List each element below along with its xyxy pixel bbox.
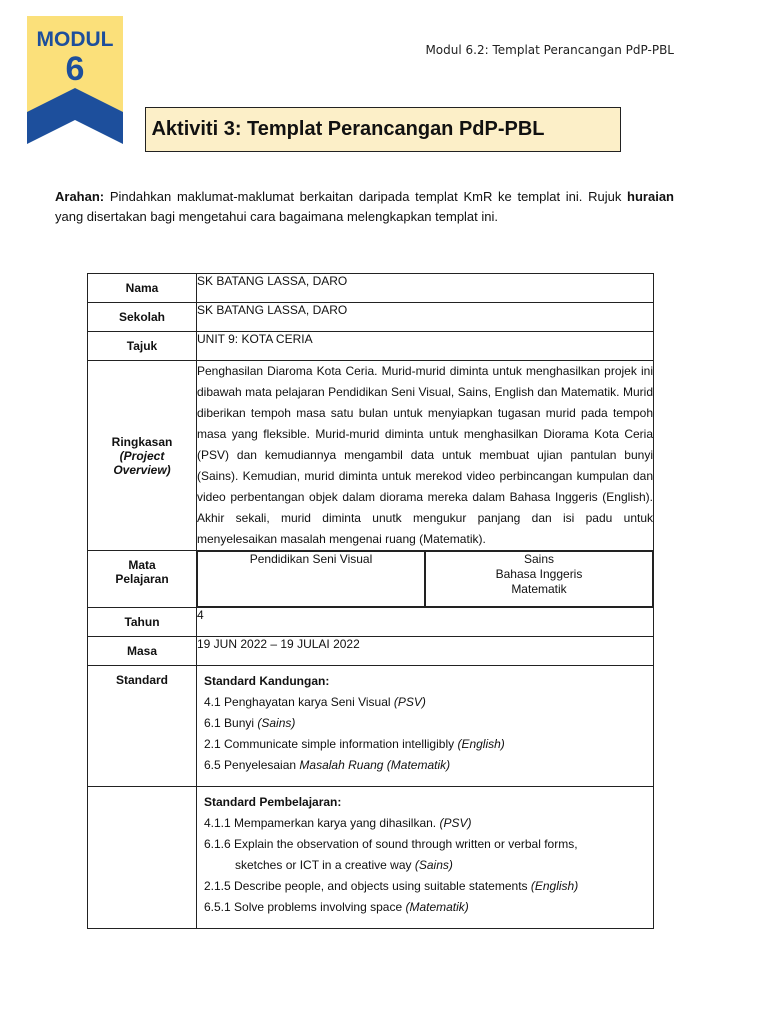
- value-standard-pembelajaran: [197, 787, 654, 929]
- value-masa: 19 JUN 2022 – 19 JULAI 2022: [197, 637, 654, 666]
- label-sekolah: Sekolah: [88, 303, 197, 332]
- kandungan-item: 2.1 Communicate simple information intelligibly (English): [204, 737, 505, 751]
- label-mata-pelajaran: [88, 551, 197, 608]
- label-standard: Standard: [88, 666, 197, 787]
- pembelajaran-item: sketches or ICT in a creative way (Sains): [235, 858, 453, 872]
- kandungan-item: 6.1 Bunyi (Sains): [204, 716, 296, 730]
- row-mata-pelajaran: [88, 551, 654, 608]
- title-box: [145, 107, 621, 152]
- row-standard-pembelajaran: [88, 787, 654, 929]
- label-tajuk: Tajuk: [88, 332, 197, 361]
- kandungan-item: 4.1 Penghayatan karya Seni Visual (PSV): [204, 695, 426, 709]
- value-sekolah: SK BATANG LASSA, DARO: [197, 303, 654, 332]
- label-masa: Masa: [88, 637, 197, 666]
- pembelajaran-item: 6.5.1 Solve problems involving space (Matematik): [204, 900, 469, 914]
- label-ringkasan-3: Overview): [113, 462, 171, 477]
- instruction-bold2: huraian: [627, 189, 674, 204]
- pembelajaran-item: 4.1.1 Mempamerkan karya yang dihasilkan. (PSV): [204, 816, 472, 830]
- subject-split: [197, 551, 653, 607]
- pembelajaran-item: 6.1.6 Explain the observation of sound through written or verbal forms,: [204, 837, 578, 851]
- module-reference: Modul 6.2: Templat Perancangan PdP-PBL: [425, 43, 674, 57]
- label-nama: Nama: [88, 274, 197, 303]
- label-standard-empty: [88, 787, 197, 929]
- label-ringkasan-1: Ringkasan: [111, 434, 173, 449]
- instruction-text2: yang disertakan bagi mengetahui cara bagaimana melengkapkan templat ini.: [55, 209, 499, 224]
- planning-table: [87, 273, 654, 929]
- subject-right-0: Sains: [523, 552, 555, 566]
- value-tahun: 4: [197, 608, 654, 637]
- instruction-lead: Arahan:: [55, 189, 105, 204]
- row-nama: [88, 274, 654, 303]
- row-standard-kandungan: [88, 666, 654, 787]
- row-tajuk: [88, 332, 654, 361]
- instruction-text1: Pindahkan maklumat-maklumat berkaitan daripada templat KmR ke templat ini. Rujuk: [104, 189, 628, 204]
- label-ringkasan-2: (Project: [119, 448, 165, 463]
- subject-right: [425, 552, 653, 607]
- kandungan-title: Standard Kandungan:: [204, 674, 330, 688]
- page-title: Aktiviti 3: Templat Perancangan PdP-PBL: [151, 118, 545, 140]
- badge-line2: 6: [65, 50, 85, 88]
- instruction-paragraph: [55, 187, 674, 227]
- modul-badge: [27, 16, 123, 144]
- subject-left: Pendidikan Seni Visual: [198, 552, 426, 607]
- row-masa: [88, 637, 654, 666]
- pembelajaran-item: 2.1.5 Describe people, and objects using suitable statements (English): [204, 879, 579, 893]
- row-tahun: [88, 608, 654, 637]
- label-mata-2: Pelajaran: [115, 572, 169, 586]
- row-sekolah: [88, 303, 654, 332]
- value-mata-pelajaran: [197, 551, 654, 608]
- subject-right-1: Bahasa Inggeris: [495, 567, 583, 581]
- label-mata-1: Mata: [128, 558, 156, 572]
- label-tahun: Tahun: [88, 608, 197, 637]
- pembelajaran-title: Standard Pembelajaran:: [204, 795, 342, 809]
- value-tajuk: UNIT 9: KOTA CERIA: [197, 332, 654, 361]
- value-ringkasan: Penghasilan Diaroma Kota Ceria. Murid-murid diminta untuk menghasilkan projek ini dibawah mata pelajaran Pendidikan Seni Visual, Sains, English dan Matematik. Murid diberikan tempoh masa satu bulan untuk menyiapkan tugasan murid pada tempoh masa yang fleksible. Murid-murid diminta untuk menghasilkan Diorama Kota Ceria (PSV) dan kemudiannya mengambil data untuk membuat ujian pantulan bunyi (Sains). Kemudian, murid diminta untuk merekod video perbincangan kumpulan dan video perbentangan objek dalam diorama mereka dalam Bahasa Inggeris (English). Akhir sekali, murid diminta unutk mengukur panjang dan isi padu untuk menyelesaikan masalah mengenai ruang (Matematik).: [197, 361, 654, 551]
- row-ringkasan: [88, 361, 654, 551]
- badge-line1: MODUL: [36, 28, 114, 51]
- label-ringkasan: [88, 361, 197, 551]
- kandungan-item: 6.5 Penyelesaian Masalah Ruang (Matematik): [204, 758, 451, 772]
- value-nama: SK BATANG LASSA, DARO: [197, 274, 654, 303]
- value-standard-kandungan: [197, 666, 654, 787]
- subject-right-2: Matematik: [511, 582, 567, 596]
